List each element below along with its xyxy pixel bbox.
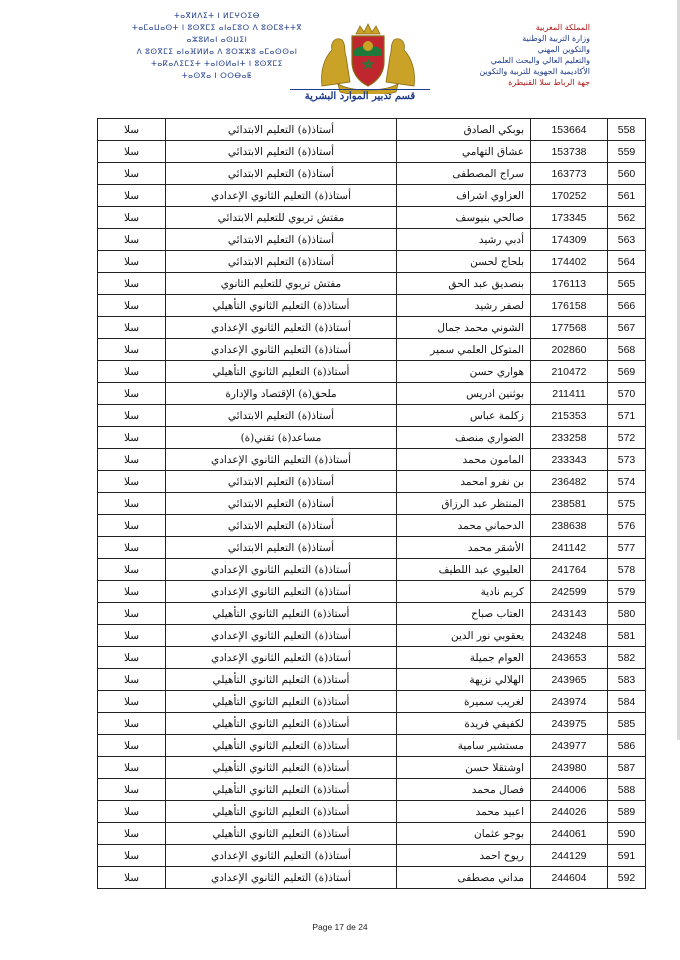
table-row <box>98 141 646 163</box>
id-cell: 243653 <box>531 647 608 669</box>
staff-table-body <box>98 119 646 889</box>
table-row <box>98 537 646 559</box>
id-cell: 243980 <box>531 757 608 779</box>
id-cell: 233258 <box>531 427 608 449</box>
table-row <box>98 295 646 317</box>
city-cell: سلا <box>98 207 166 229</box>
grade-cell: أستاذ(ة) التعليم الثانوي الإعدادي <box>166 185 397 207</box>
name-cell: هواري حسن <box>397 361 531 383</box>
row-number-cell: 582 <box>608 647 646 669</box>
table-row <box>98 713 646 735</box>
city-cell: سلا <box>98 735 166 757</box>
row-number-cell: 563 <box>608 229 646 251</box>
id-cell: 173345 <box>531 207 608 229</box>
name-cell: بوجو عثمان <box>397 823 531 845</box>
id-cell: 243975 <box>531 713 608 735</box>
arabic-header-line: وزارة التربية الوطنية <box>522 34 590 43</box>
grade-cell: أستاذ(ة) التعليم الابتدائي <box>166 229 397 251</box>
table-row <box>98 823 646 845</box>
row-number-cell: 570 <box>608 383 646 405</box>
table-row <box>98 691 646 713</box>
table-row <box>98 185 646 207</box>
row-number-cell: 587 <box>608 757 646 779</box>
id-cell: 170252 <box>531 185 608 207</box>
id-cell: 244006 <box>531 779 608 801</box>
id-cell: 243143 <box>531 603 608 625</box>
table-row <box>98 427 646 449</box>
table-row <box>98 845 646 867</box>
name-cell: الأشقر محمد <box>397 537 531 559</box>
id-cell: 243248 <box>531 625 608 647</box>
page-number: Page 17 de 24 <box>312 922 368 932</box>
city-cell: سلا <box>98 801 166 823</box>
name-cell: المنتظر عبد الرزاق <box>397 493 531 515</box>
table-row <box>98 801 646 823</box>
row-number-cell: 579 <box>608 581 646 603</box>
id-cell: 236482 <box>531 471 608 493</box>
row-number-cell: 576 <box>608 515 646 537</box>
grade-cell: أستاذ(ة) التعليم الابتدائي <box>166 163 397 185</box>
row-number-cell: 578 <box>608 559 646 581</box>
id-cell: 244061 <box>531 823 608 845</box>
id-cell: 244129 <box>531 845 608 867</box>
id-cell: 244026 <box>531 801 608 823</box>
table-row <box>98 383 646 405</box>
grade-cell: أستاذ(ة) التعليم الثانوي الإعدادي <box>166 449 397 471</box>
row-number-cell: 560 <box>608 163 646 185</box>
grade-cell: أستاذ(ة) التعليم الابتدائي <box>166 141 397 163</box>
grade-cell: أستاذ(ة) التعليم الابتدائي <box>166 119 397 141</box>
row-number-cell: 558 <box>608 119 646 141</box>
city-cell: سلا <box>98 867 166 889</box>
city-cell: سلا <box>98 405 166 427</box>
table-row <box>98 515 646 537</box>
grade-cell: أستاذ(ة) التعليم الثانوي الإعدادي <box>166 339 397 361</box>
row-number-cell: 564 <box>608 251 646 273</box>
row-number-cell: 559 <box>608 141 646 163</box>
city-cell: سلا <box>98 757 166 779</box>
table-row <box>98 317 646 339</box>
city-cell: سلا <box>98 537 166 559</box>
grade-cell: ملحق(ة) الإقتصاد والإدارة <box>166 383 397 405</box>
city-cell: سلا <box>98 229 166 251</box>
tifinagh-line: ⵜⴰⴽⴰⴷⵉⵎⵉⵜ ⵜⴰⵏⵙⵍⴰⵏⵜ ⵏ ⵓⵙⴳⵎⵉ <box>151 59 283 68</box>
table-row <box>98 779 646 801</box>
table-row <box>98 449 646 471</box>
document-header <box>0 0 680 112</box>
city-cell: سلا <box>98 273 166 295</box>
name-cell: لكفيفي فريدة <box>397 713 531 735</box>
grade-cell: أستاذ(ة) التعليم الثانوي الإعدادي <box>166 647 397 669</box>
id-cell: 244604 <box>531 867 608 889</box>
id-cell: 238581 <box>531 493 608 515</box>
grade-cell: أستاذ(ة) التعليم الابتدائي <box>166 405 397 427</box>
id-cell: 153738 <box>531 141 608 163</box>
id-cell: 202860 <box>531 339 608 361</box>
id-cell: 176113 <box>531 273 608 295</box>
grade-cell: أستاذ(ة) التعليم الابتدائي <box>166 251 397 273</box>
city-cell: سلا <box>98 603 166 625</box>
name-cell: فصال محمد <box>397 779 531 801</box>
row-number-cell: 575 <box>608 493 646 515</box>
row-number-cell: 590 <box>608 823 646 845</box>
city-cell: سلا <box>98 713 166 735</box>
row-number-cell: 581 <box>608 625 646 647</box>
row-number-cell: 566 <box>608 295 646 317</box>
table-row <box>98 405 646 427</box>
grade-cell: أستاذ(ة) التعليم الثانوي الإعدادي <box>166 625 397 647</box>
city-cell: سلا <box>98 163 166 185</box>
arabic-header-line: المملكة المغربية <box>535 23 590 32</box>
city-cell: سلا <box>98 141 166 163</box>
row-number-cell: 561 <box>608 185 646 207</box>
table-row <box>98 867 646 889</box>
table-row <box>98 669 646 691</box>
arabic-header-line: الأكاديمية الجهوية للتربية والتكوين <box>479 67 590 76</box>
name-cell: المتوكل العلمي سمير <box>397 339 531 361</box>
grade-cell: أستاذ(ة) التعليم الثانوي الإعدادي <box>166 317 397 339</box>
name-cell: الدحماني محمد <box>397 515 531 537</box>
table-row <box>98 471 646 493</box>
table-row <box>98 603 646 625</box>
id-cell: 177568 <box>531 317 608 339</box>
table-row <box>98 493 646 515</box>
arabic-header-line: جهة الرباط سلا القنيطرة <box>508 78 590 87</box>
city-cell: سلا <box>98 295 166 317</box>
city-cell: سلا <box>98 119 166 141</box>
name-cell: المامون محمد <box>397 449 531 471</box>
city-cell: سلا <box>98 691 166 713</box>
row-number-cell: 572 <box>608 427 646 449</box>
city-cell: سلا <box>98 185 166 207</box>
table-row <box>98 229 646 251</box>
grade-cell: أستاذ(ة) التعليم الابتدائي <box>166 537 397 559</box>
grade-cell: أستاذ(ة) التعليم الثانوي التأهيلي <box>166 823 397 845</box>
table-row <box>98 581 646 603</box>
row-number-cell: 573 <box>608 449 646 471</box>
table-row <box>98 559 646 581</box>
city-cell: سلا <box>98 427 166 449</box>
table-row <box>98 119 646 141</box>
staff-table <box>97 118 646 889</box>
arabic-header-line: والتعليم العالي والبحث العلمي <box>490 56 590 65</box>
name-cell: بن نفرو امحمد <box>397 471 531 493</box>
name-cell: العزاوي اشراف <box>397 185 531 207</box>
name-cell: بنصديق عبد الحق <box>397 273 531 295</box>
city-cell: سلا <box>98 823 166 845</box>
name-cell: اعبيد محمد <box>397 801 531 823</box>
city-cell: سلا <box>98 515 166 537</box>
name-cell: الشوني محمد جمال <box>397 317 531 339</box>
city-cell: سلا <box>98 581 166 603</box>
city-cell: سلا <box>98 647 166 669</box>
row-number-cell: 562 <box>608 207 646 229</box>
grade-cell: أستاذ(ة) التعليم الثانوي الإعدادي <box>166 867 397 889</box>
city-cell: سلا <box>98 361 166 383</box>
city-cell: سلا <box>98 669 166 691</box>
row-number-cell: 567 <box>608 317 646 339</box>
grade-cell: أستاذ(ة) التعليم الثانوي التأهيلي <box>166 691 397 713</box>
name-cell: كريم نادية <box>397 581 531 603</box>
row-number-cell: 568 <box>608 339 646 361</box>
row-number-cell: 589 <box>608 801 646 823</box>
name-cell: ريوح احمد <box>397 845 531 867</box>
id-cell: 241142 <box>531 537 608 559</box>
id-cell: 242599 <box>531 581 608 603</box>
name-cell: لغريب سميرة <box>397 691 531 713</box>
city-cell: سلا <box>98 449 166 471</box>
table-row <box>98 757 646 779</box>
table-row <box>98 625 646 647</box>
city-cell: سلا <box>98 339 166 361</box>
row-number-cell: 577 <box>608 537 646 559</box>
grade-cell: أستاذ(ة) التعليم الابتدائي <box>166 471 397 493</box>
row-number-cell: 569 <box>608 361 646 383</box>
name-cell: الهلالي نزيهة <box>397 669 531 691</box>
grade-cell: أستاذ(ة) التعليم الثانوي التأهيلي <box>166 779 397 801</box>
row-number-cell: 565 <box>608 273 646 295</box>
tifinagh-line: ⵜⴰⴳⵍⴷⵉⵜ ⵏ ⵍⵎⵖⵔⵉⴱ <box>174 11 260 20</box>
grade-cell: مفتش تربوي للتعليم الابتدائي <box>166 207 397 229</box>
grade-cell: أستاذ(ة) التعليم الثانوي التأهيلي <box>166 757 397 779</box>
name-cell: مستشير سامية <box>397 735 531 757</box>
name-cell: بلحاج لحسن <box>397 251 531 273</box>
city-cell: سلا <box>98 317 166 339</box>
id-cell: 174309 <box>531 229 608 251</box>
grade-cell: أستاذ(ة) التعليم الثانوي الإعدادي <box>166 845 397 867</box>
table-row <box>98 163 646 185</box>
id-cell: 211411 <box>531 383 608 405</box>
grade-cell: أستاذ(ة) التعليم الابتدائي <box>166 515 397 537</box>
name-cell: أدبي رشيد <box>397 229 531 251</box>
id-cell: 243974 <box>531 691 608 713</box>
table-row <box>98 647 646 669</box>
row-number-cell: 586 <box>608 735 646 757</box>
name-cell: سراج المصطفى <box>397 163 531 185</box>
tifinagh-line: ⵜⴰⵎⴰⵡⴰⵙⵜ ⵏ ⵓⵙⴳⵎⵉ ⴰⵏⴰⵎⵓⵔ ⴷ ⵓⵙⵎⵓⵜⵜⴳ <box>131 23 303 32</box>
city-cell: سلا <box>98 471 166 493</box>
row-number-cell: 574 <box>608 471 646 493</box>
id-cell: 210472 <box>531 361 608 383</box>
arabic-header-line: والتكوين المهني <box>537 45 590 54</box>
city-cell: سلا <box>98 779 166 801</box>
row-number-cell: 580 <box>608 603 646 625</box>
tifinagh-line: ⵜⴰⵙⴳⴰ ⵏ ⵔⵔⴱⴰⵟ <box>181 71 253 80</box>
city-cell: سلا <box>98 625 166 647</box>
row-number-cell: 588 <box>608 779 646 801</box>
name-cell: صالحي بنيوسف <box>397 207 531 229</box>
id-cell: 153664 <box>531 119 608 141</box>
grade-cell: مساعد(ة) تقني(ة) <box>166 427 397 449</box>
id-cell: 176158 <box>531 295 608 317</box>
city-cell: سلا <box>98 251 166 273</box>
city-cell: سلا <box>98 493 166 515</box>
row-number-cell: 583 <box>608 669 646 691</box>
name-cell: الضواري منصف <box>397 427 531 449</box>
name-cell: عشاق التهامي <box>397 141 531 163</box>
table-row <box>98 207 646 229</box>
id-cell: 243965 <box>531 669 608 691</box>
name-cell: العتاب صباح <box>397 603 531 625</box>
grade-cell: أستاذ(ة) التعليم الثانوي الإعدادي <box>166 581 397 603</box>
row-number-cell: 585 <box>608 713 646 735</box>
grade-cell: مفتش تربوي للتعليم الثانوي <box>166 273 397 295</box>
row-number-cell: 571 <box>608 405 646 427</box>
city-cell: سلا <box>98 383 166 405</box>
department-title: قسم تدبير الموارد البشرية <box>290 89 430 102</box>
name-cell: بوبكي الصادق <box>397 119 531 141</box>
id-cell: 174402 <box>531 251 608 273</box>
id-cell: 241764 <box>531 559 608 581</box>
tifinagh-line: ⴰⵣⵓⵍⴰⵏ ⴰⵙⵡⵉⵏ <box>186 35 248 44</box>
city-cell: سلا <box>98 845 166 867</box>
tifinagh-line: ⴷ ⵓⵙⴳⵎⵉ ⴰⵏⴰⴼⵍⵍⴰ ⴷ ⵓⵔⵣⵣⵓ ⴰⵎⴰⵙⵙⴰⵏ <box>136 47 298 56</box>
grade-cell: أستاذ(ة) التعليم الثانوي التأهيلي <box>166 361 397 383</box>
grade-cell: أستاذ(ة) التعليم الثانوي التأهيلي <box>166 295 397 317</box>
grade-cell: أستاذ(ة) التعليم الثانوي التأهيلي <box>166 603 397 625</box>
grade-cell: أستاذ(ة) التعليم الابتدائي <box>166 493 397 515</box>
id-cell: 243977 <box>531 735 608 757</box>
city-cell: سلا <box>98 559 166 581</box>
name-cell: بوثنين ادريس <box>397 383 531 405</box>
name-cell: العليوي عبد اللطيف <box>397 559 531 581</box>
grade-cell: أستاذ(ة) التعليم الثانوي التأهيلي <box>166 669 397 691</box>
name-cell: العوام جميلة <box>397 647 531 669</box>
row-number-cell: 584 <box>608 691 646 713</box>
id-cell: 163773 <box>531 163 608 185</box>
id-cell: 238638 <box>531 515 608 537</box>
grade-cell: أستاذ(ة) التعليم الثانوي التأهيلي <box>166 713 397 735</box>
table-row <box>98 251 646 273</box>
tifinagh-header-block <box>112 10 322 82</box>
table-row <box>98 273 646 295</box>
table-row <box>98 361 646 383</box>
table-row <box>98 339 646 361</box>
name-cell: يعقوبي نور الدين <box>397 625 531 647</box>
id-cell: 215353 <box>531 405 608 427</box>
table-row <box>98 735 646 757</box>
row-number-cell: 591 <box>608 845 646 867</box>
arabic-header-block <box>390 22 590 88</box>
grade-cell: أستاذ(ة) التعليم الثانوي الإعدادي <box>166 559 397 581</box>
id-cell: 233343 <box>531 449 608 471</box>
name-cell: اوشتقلا حسن <box>397 757 531 779</box>
grade-cell: أستاذ(ة) التعليم الثانوي التأهيلي <box>166 735 397 757</box>
name-cell: مداني مصطفى <box>397 867 531 889</box>
grade-cell: أستاذ(ة) التعليم الثانوي التأهيلي <box>166 801 397 823</box>
name-cell: زكلمة عباس <box>397 405 531 427</box>
row-number-cell: 592 <box>608 867 646 889</box>
name-cell: لصفر رشيد <box>397 295 531 317</box>
